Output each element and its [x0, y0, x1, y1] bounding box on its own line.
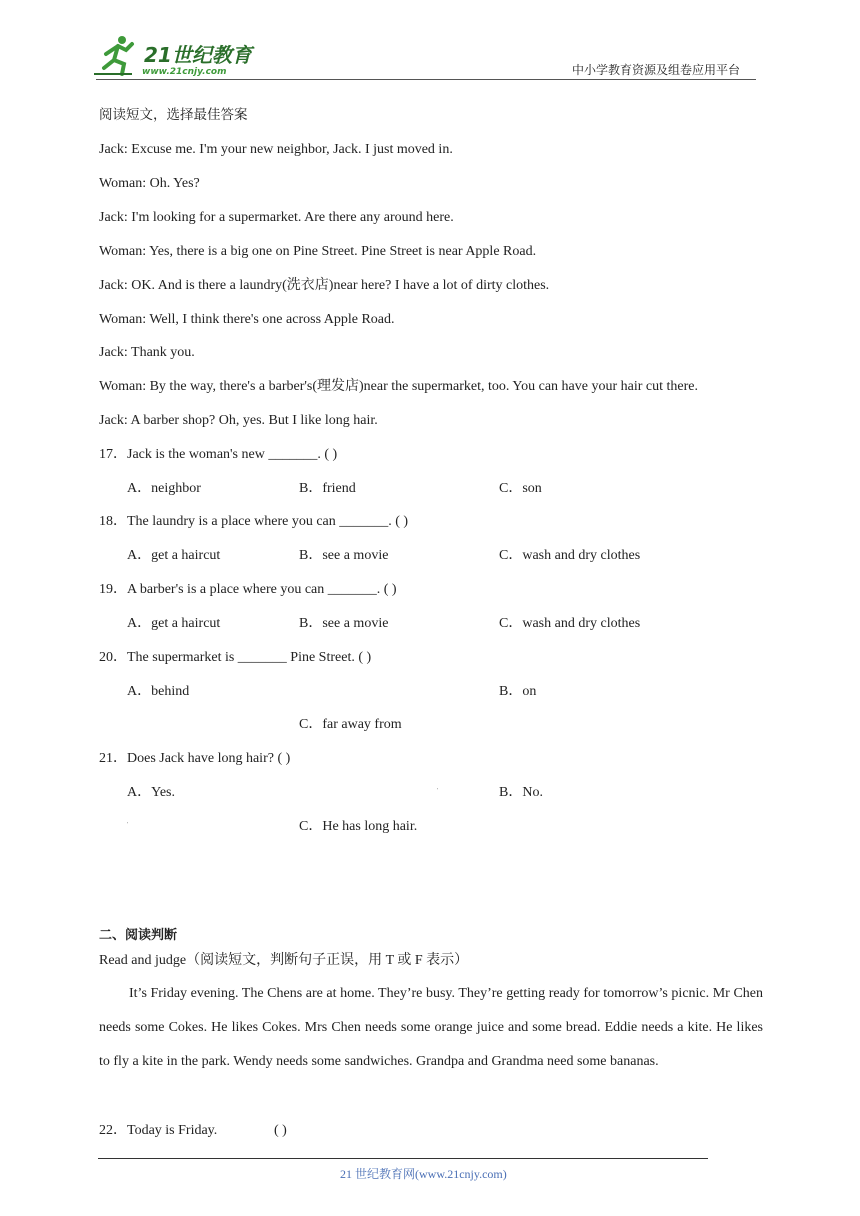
footer-text: 21 世纪教育网(www.21cnjy.com) [340, 1167, 507, 1181]
site-logo [92, 34, 262, 78]
runner-icon [94, 36, 132, 74]
question-22: 22．Today is Friday. [99, 1123, 218, 1138]
passage-text: It’s Friday evening. The Chens are at home. They’re busy. They’re getting ready for tomorrow’s picnic. Mr Chen needs some Cokes. He likes Cokes. Mrs Chen needs some orange juice and some bread. Eddie needs a kite. He likes to fly a kite in the park. Wendy needs some sandwiches. Grandpa and Grandma need some bananas. [99, 986, 763, 1069]
q18-option-a: A．get a haircut [127, 548, 221, 563]
question-19: 19．A barber's is a place where you can _______. ( ) [99, 582, 397, 597]
q17-option-b: B．friend [299, 481, 356, 496]
question-17: 17．Jack is the woman's new _______. ( ) [99, 447, 338, 462]
stray-mark: ' [437, 788, 439, 794]
q20-option-b: B．on [499, 684, 537, 699]
dialogue-line: Woman: By the way, there's a barber's(理发店)near the supermarket, too. You can have your hair cut there. [99, 379, 698, 394]
dialogue-line: Woman: Yes, there is a big one on Pine Street. Pine Street is near Apple Road. [99, 244, 537, 259]
q20-option-c: C．far away from [299, 717, 402, 732]
q21-option-c: C．He has long hair. [299, 819, 418, 834]
reading-passage [99, 977, 763, 1079]
q20-option-a: A．behind [127, 684, 190, 699]
logo-url: www.21cnjy.com [142, 67, 227, 77]
question-18: 18．The laundry is a place where you can _______. ( ) [99, 514, 409, 529]
section-instruction: Read and judge（阅读短文，判断句子正误，用 T 或 F 表示） [99, 953, 469, 968]
answer-blank: ( ) [274, 1123, 287, 1138]
dialogue-line: Jack: I'm looking for a supermarket. Are there any around here. [99, 210, 454, 225]
q21-option-a: A．Yes. [127, 785, 175, 800]
reading-instruction: 阅读短文，选择最佳答案 [99, 107, 248, 123]
section-title: 二、阅读判断 [99, 928, 178, 943]
question-21: 21．Does Jack have long hair? ( ) [99, 751, 291, 766]
site-name: 中小学教育资源及组卷应用平台 [572, 63, 741, 77]
dialogue-line: Jack: Thank you. [99, 345, 195, 360]
q19-option-b: B．see a movie [299, 616, 389, 631]
q19-option-c: C．wash and dry clothes [499, 616, 641, 631]
footer-divider [98, 1158, 708, 1159]
q17-option-c: C．son [499, 481, 542, 496]
dialogue-line: Woman: Oh. Yes? [99, 176, 200, 191]
question-20: 20．The supermarket is _______ Pine Street. ( ) [99, 650, 372, 665]
header-divider [96, 79, 756, 80]
q18-option-b: B．see a movie [299, 548, 389, 563]
dialogue-line: Jack: OK. And is there a laundry(洗衣店)near here? I have a lot of dirty clothes. [99, 278, 550, 293]
logo-text: 21世纪教育 [144, 43, 252, 67]
dialogue-line: Woman: Well, I think there's one across Apple Road. [99, 312, 395, 327]
dialogue-line: Jack: A barber shop? Oh, yes. But I like long hair. [99, 413, 378, 428]
q17-option-a: A．neighbor [127, 481, 201, 496]
dialogue-line: Jack: Excuse me. I'm your new neighbor, Jack. I just moved in. [99, 142, 453, 157]
q21-option-b: B．No. [499, 785, 543, 800]
q18-option-c: C．wash and dry clothes [499, 548, 641, 563]
q19-option-a: A．get a haircut [127, 616, 221, 631]
stray-mark: ' [127, 822, 129, 828]
